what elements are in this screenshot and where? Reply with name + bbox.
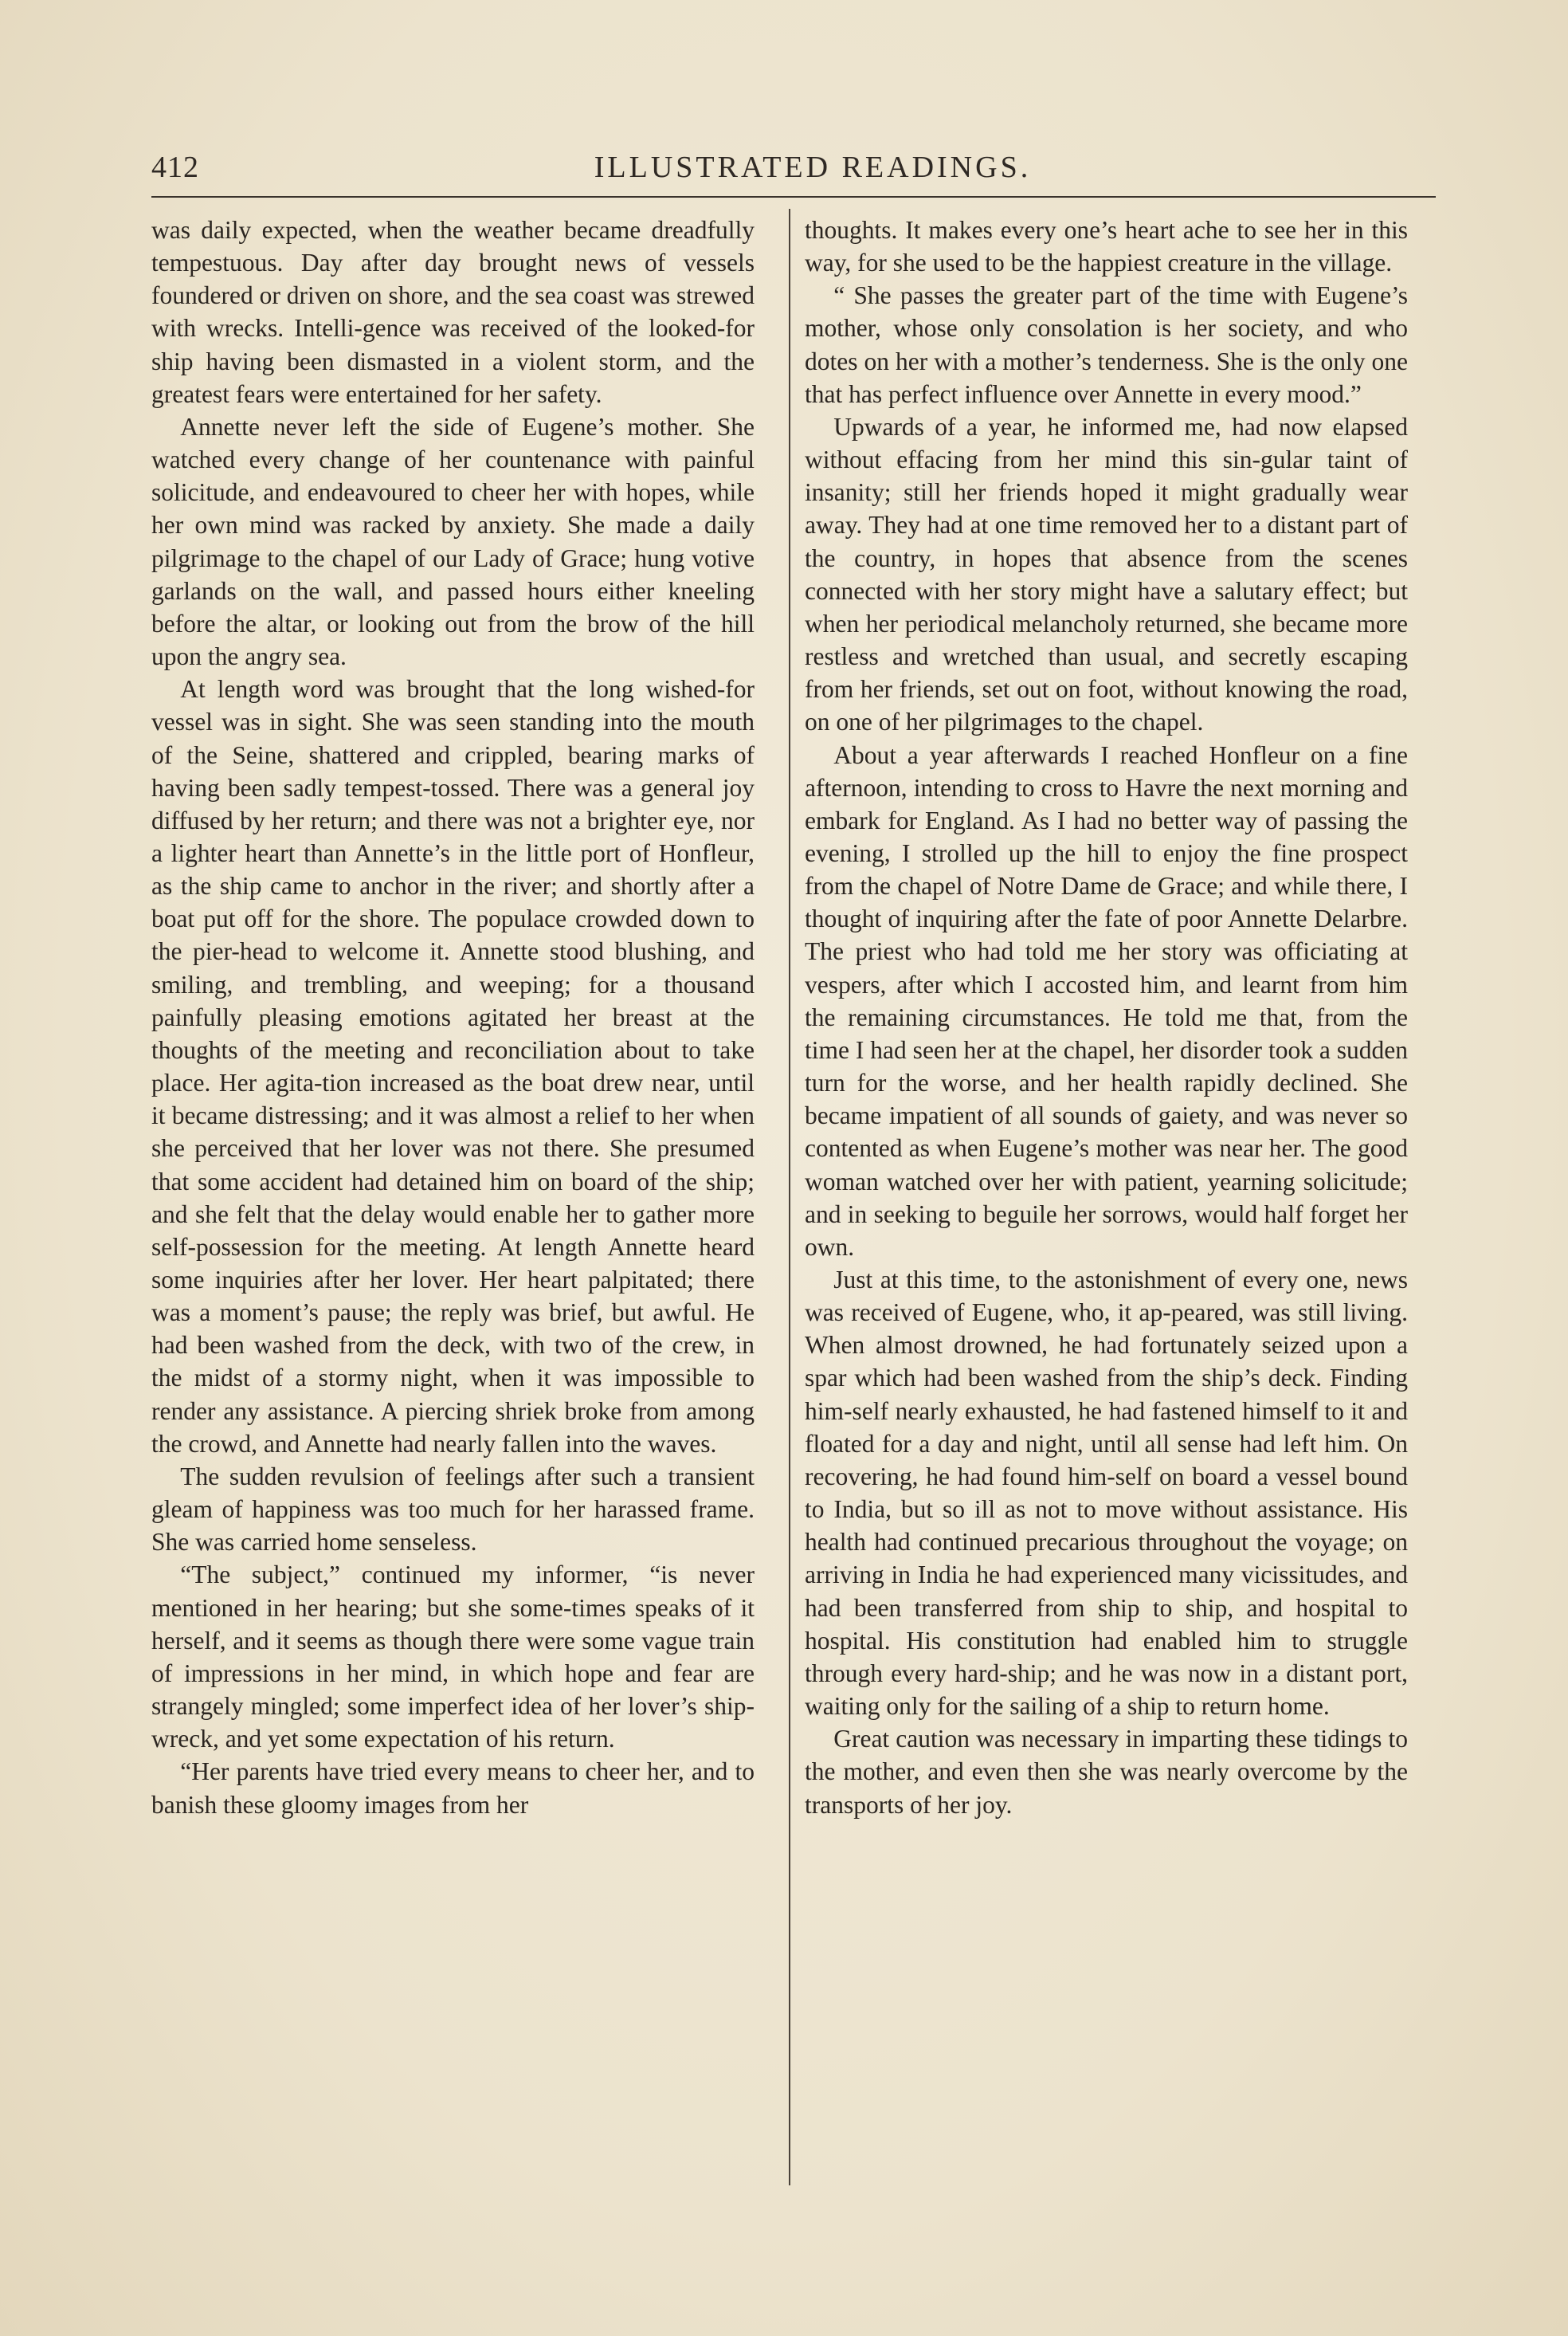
- column-divider: [789, 209, 790, 2185]
- page-number: 412: [151, 151, 199, 184]
- left-column: [151, 214, 755, 2182]
- paragraph: Annette never left the side of Eugene’s mother. She watched every change of her countenance with painful solicitude, and endeavoured to cheer her with hopes, while her own mind was racked by anxiety. She made a daily pilgrimage to the chapel of our Lady of Grace; hung votive garlands on the wall, and passed hours either kneeling before the altar, or looking out from the brow of the hill upon the angry sea.: [151, 412, 755, 671]
- paragraph: At length word was brought that the long wished-for vessel was in sight. She was seen standing into the mouth of the Seine, shattered and crippled, bearing marks of having been sadly tempest-tossed. There was a general joy diffused by her return; and there was not a brighter eye, nor a lighter heart than Annette’s in the little port of Honfleur, as the ship came to anchor in the river; and shortly after a boat put off for the shore. The populace crowded down to the pier-head to welcome it. Annette stood blushing, and smiling, and trembling, and weeping; for a thousand painfully pleasing emotions agitated her breast at the thoughts of the meeting and reconciliation about to take place. Her agita-tion increased as the boat drew near, until it became distressing; and it was almost a relief to her when she perceived that her lover was not there. She presumed that some accident had detained him on board of the ship; and she felt that the delay would enable her to gather more self-possession for the meeting. At length Annette heard some inquiries after her lover. Her heart palpitated; there was a moment’s pause; the reply was brief, but awful. He had been washed from the deck, with two of the crew, in the midst of a stormy night, when it was impossible to render any assistance. A piercing shriek broke from among the crowd, and Annette had nearly fallen into the waves.: [151, 675, 755, 1458]
- paragraph: “ She passes the greater part of the time with Eugene’s mother, whose only consolation is her society, and who dotes on her with a mother’s tenderness. She is the only one that has perfect influence over Annette in every mood.”: [805, 281, 1408, 408]
- paragraph: “Her parents have tried every means to cheer her, and to banish these gloomy images from her: [151, 1757, 755, 1819]
- running-title: ILLUSTRATED READINGS.: [594, 151, 1032, 184]
- paragraph: “The subject,” continued my informer, “is never mentioned in her hearing; but she some-times speaks of it herself, and it seems as though there were some vague train of impressions in her mind, in which hope and fear are strangely mingled; some imperfect idea of her lover’s ship-wreck, and yet some expectation of his return.: [151, 1561, 755, 1753]
- paragraph: Great caution was necessary in imparting these tidings to the mother, and even then she was nearly overcome by the transports of her joy.: [805, 1725, 1408, 1819]
- paragraph: Just at this time, to the astonishment of every one, news was received of Eugene, who, it ap-peared, was still living. When almost drowned, he had fortunately seized upon a spar which had been washed from the ship’s deck. Finding him-self nearly exhausted, he had fastened himself to it and floated for a day and night, until all sense had left him. On recovering, he had found him-self on board a vessel bound to India, but so ill as not to move without assistance. His health had continued precarious throughout the voyage; on arriving in India he had experienced many vicissitudes, and had been transferred from ship to ship, and hospital to hospital. His constitution had enabled him to struggle through every hard-ship; and he was now in a distant port, waiting only for the sailing of a ship to return home.: [805, 1266, 1408, 1721]
- paragraph: The sudden revulsion of feelings after such a transient gleam of happiness was too much for her harassed frame. She was carried home senseless.: [151, 1462, 755, 1557]
- paragraph: Upwards of a year, he informed me, had now elapsed without effacing from her mind this sin-gular taint of insanity; still her friends hoped it might gradually wear away. They had at one time removed her to a distant part of the country, in hopes that absence from the scenes connected with her story might have a salutary effect; but when her periodical melancholy returned, she became more restless and wretched than usual, and secretly escaping from her friends, set out on foot, without knowing the road, on one of her pilgrimages to the chapel.: [805, 412, 1408, 736]
- running-header: [151, 150, 1426, 198]
- right-column: [805, 214, 1408, 2182]
- header-rule: [151, 196, 1436, 198]
- paragraph: About a year afterwards I reached Honfleur on a fine afternoon, intending to cross to Havre the next morning and embark for England. As I had no better way of passing the evening, I strolled up the hill to enjoy the fine prospect from the chapel of Notre Dame de Grace; and while there, I thought of inquiring after the fate of poor Annette Delarbre. The priest who had told me her story was officiating at vespers, after which I accosted him, and learnt from him the remaining circumstances. He told me that, from the time I had seen her at the chapel, her disorder took a sudden turn for the worse, and her health rapidly declined. She became impatient of all sounds of gaiety, and was never so contented as when Eugene’s mother was near her. The good woman watched over her with patient, yearning solicitude; and in seeking to beguile her sorrows, would half forget her own.: [805, 740, 1408, 1261]
- paragraph: thoughts. It makes every one’s heart ache to see her in this way, for she used to be the happiest creature in the village.: [805, 216, 1408, 277]
- paragraph: was daily expected, when the weather became dreadfully tempestuous. Day after day brought news of vessels foundered or driven on shore, and the sea coast was strewed with wrecks. Intelli-gence was received of the looked-for ship having been dismasted in a violent storm, and the greatest fears were entertained for her safety.: [151, 216, 755, 408]
